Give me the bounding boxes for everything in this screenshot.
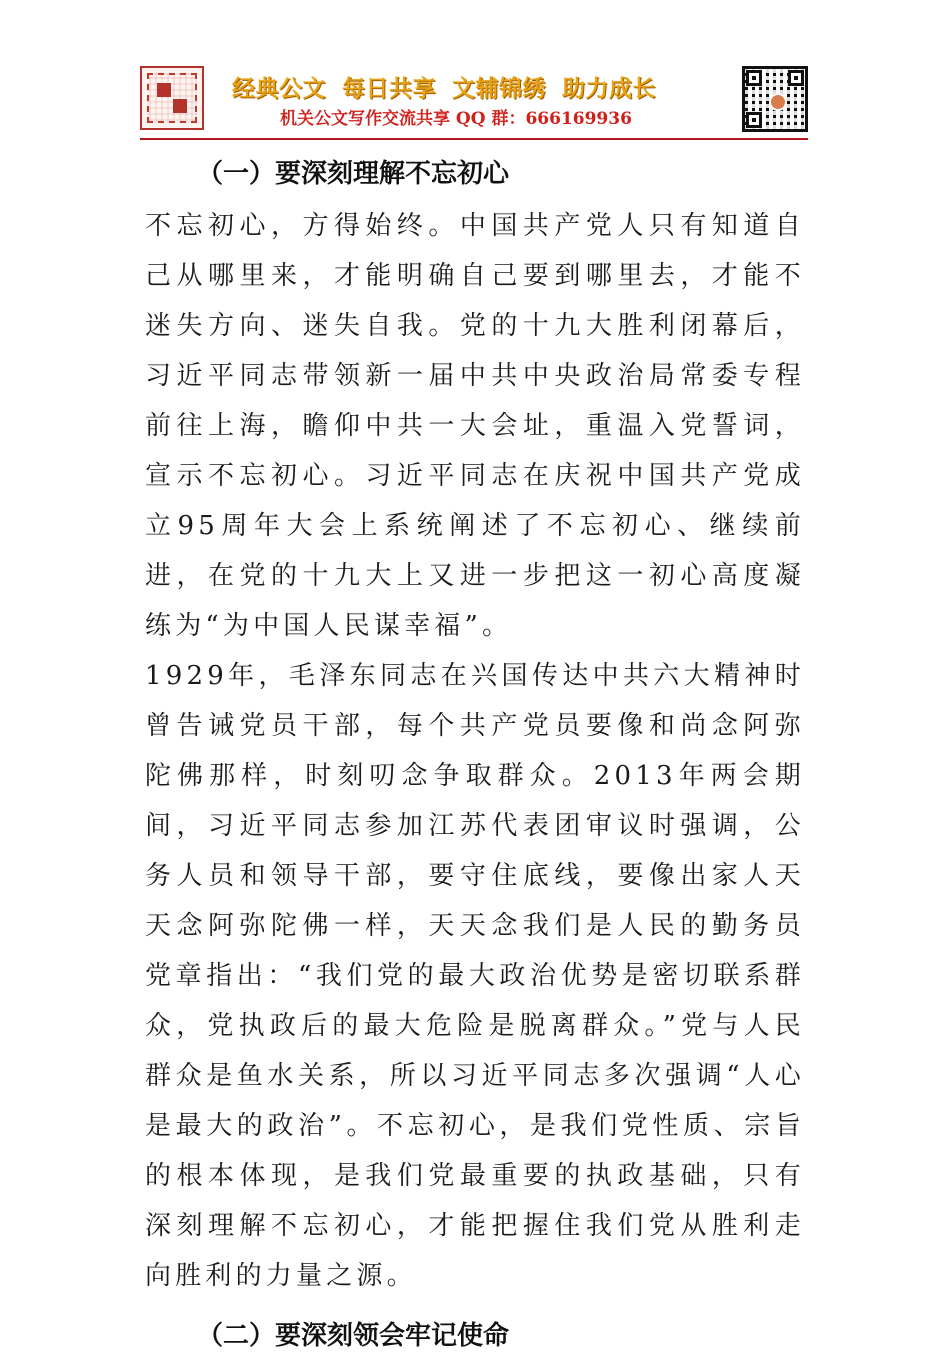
qr-finder-top-right [788,70,804,86]
seal-pattern [147,73,197,123]
slogan-3: 文辅锦绣 [452,76,546,102]
page-header [140,64,808,136]
qq-group-line: 机关公文写作交流共享 QQ 群：666169936 [280,109,632,129]
paragraph-1: 不忘初心，方得始终。中国共产党人只有知道自己从哪里来，才能明确自己要到哪里去，才能不迷失方向、迷失自我。党的十九大胜利闭幕后，习近平同志带领新一届中共中央政治局常委专程前往上海，瞻仰中共一大会址，重温入党誓词，宣示不忘初心。习近平同志在庆祝中国共产党成立95周年大会上系统阐述了不忘初心、继续前进，在党的十九大上又进一步把这一初心高度凝练为“为中国人民谋幸福”。 [145,211,805,641]
section-heading-1: （一）要深刻理解不忘初心 [197,159,510,189]
qr-avatar-icon [769,93,787,111]
paragraph-2: 1929年，毛泽东同志在兴国传达中共六大精神时曾告诫党员干部，每个共产党员要像和尚念阿弥陀佛那样，时刻叨念争取群众。2013年两会期间，习近平同志参加江苏代表团审议时强调，公务人员和领导干部，要守住底线，要像出家人天天念阿弥陀佛一样，天天念我们是人民的勤务员党章指出：“我们党的最大政治优势是密切联系群众，党执政后的最大危险是脱离群众。”党与人民群众是鱼水关系，所以习近平同志多次强调“人心是最大的政治”。不忘初心，是我们党性质、宗旨的根本体现，是我们党最重要的执政基础，只有深刻理解不忘初心，才能把握住我们党从胜利走向胜利的力量之源。 [145,661,805,1291]
qr-finder-top-left [746,70,762,86]
header-slogan [232,70,732,103]
section-heading-2: （二）要深刻领会牢记使命 [197,1321,510,1351]
qr-finder-bottom-left [746,112,762,128]
slogan-4: 助力成长 [562,76,656,102]
header-divider [140,138,808,140]
document-body [145,153,805,1363]
slogan-1: 经典公文 [232,76,326,102]
seal-logo-icon [140,66,204,130]
qr-code-icon [742,66,808,132]
slogan-2: 每日共享 [342,76,436,102]
